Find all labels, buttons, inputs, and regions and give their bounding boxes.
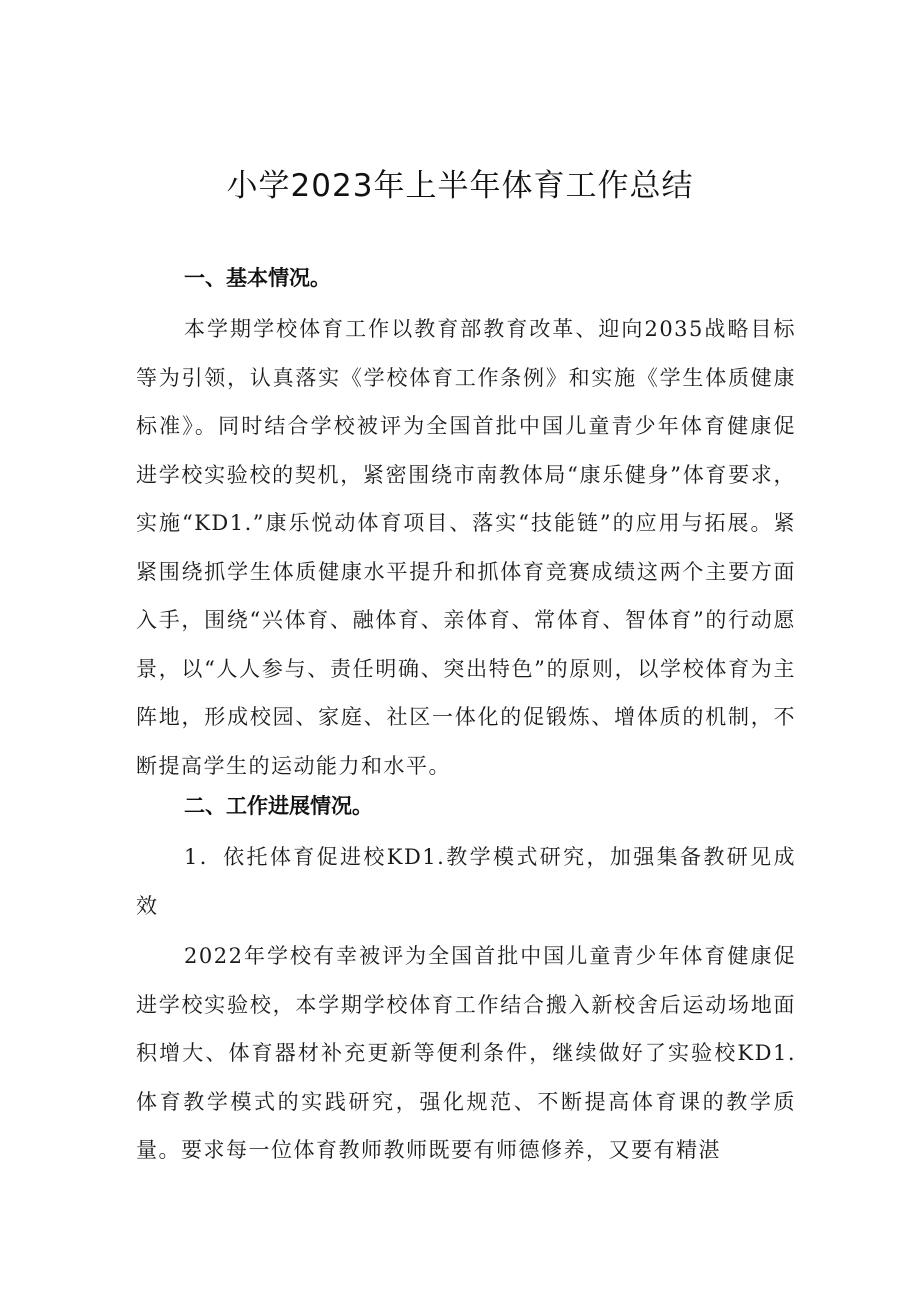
section-heading-progress: 二、工作进展情况。 <box>184 794 373 818</box>
paragraph-basic-situation: 本学期学校体育工作以教育部教育改革、迎向2035战略目标等为引领，认真落实《学校体育工作条例》和实施《学生体质健康标准》。同时结合学校被评为全国首批中国儿童青少年体育健康促进学校实验校的契机，紧密围绕市南教体局“康乐健身”体育要求，实施“KD1.”康乐悦动体育项目、落实“技能链”的应用与拓展。紧紧围绕抓学生体质健康水平提升和抓体育竞赛成绩这两个主要方面入手，围绕“兴体育、融体育、亲体育、常体育、智体育”的行动愿景，以“人人参与、责任明确、突出特色”的原则，以学校体育为主阵地，形成校园、家庭、社区一体化的促锻炼、增体质的机制，不断提高学生的运动能力和水平。 <box>136 317 796 778</box>
progress-item-title: 1．依托体育促进校KD1.教学模式研究，加强集备教研见成效 <box>136 845 796 918</box>
section-heading-basic: 一、基本情况。 <box>184 266 331 290</box>
paragraph-progress: 2022年学校有幸被评为全国首批中国儿童青少年体育健康促进学校实验校，本学期学校体育工作结合搬入新校舍后运动场地面积增大、体育器材补充更新等便利条件，继续做好了实验校KD1.体育教学模式的实践研究，强化规范、不断提高体育课的教学质量。要求每一位体育教师教师既要有师德修养，又要有精湛 <box>136 944 796 1162</box>
document-title: 小学2023年上半年体育工作总结 <box>226 168 694 204</box>
